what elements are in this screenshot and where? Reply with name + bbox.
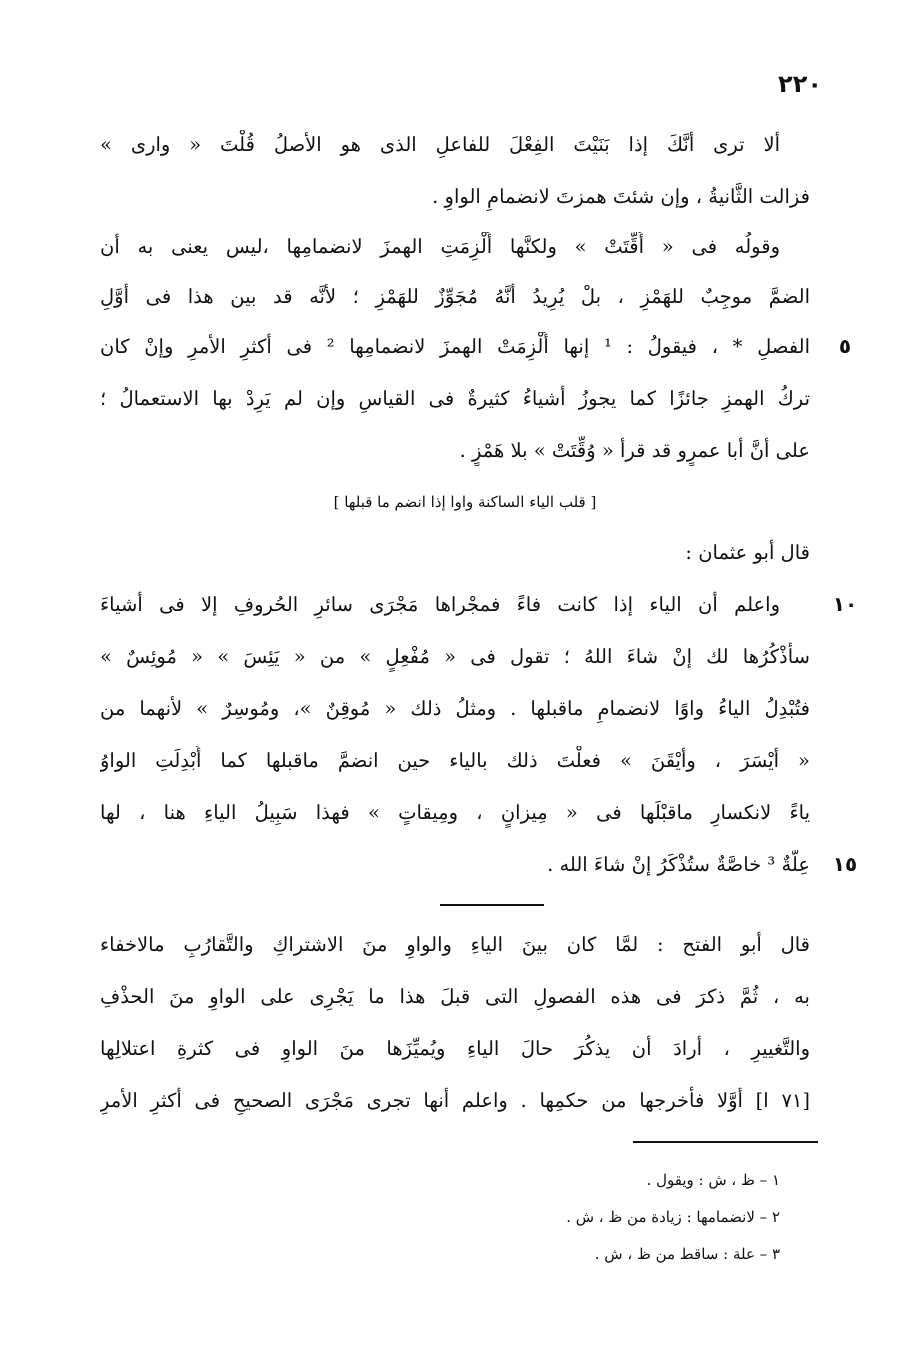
section-heading: [ قلب الياء الساكنة واوا إذا انضم ما قبلها ] (333, 493, 597, 511)
line-number-10: ١٠ (832, 592, 858, 616)
text-line: تركُ الهمزِ جائزًا كما يجوزُ أشياءُ كثيرةٌ فى القياسِ وإن لم يَرِدْ بها الاستعمالُ ؛ (100, 387, 810, 410)
text-line: [٧١ ا] أوَّلا فأخرجها من حكمِها . واعلم أنها تجرى مَجْرَى الصحيحِ فى أكثرِ الأمرِ (100, 1089, 810, 1112)
text-line: « أيْسَرَ ، وأيْقَنَ » فعلْتَ ذلك بالياء حين انضمَّ ماقبلها كما أُبْدِلَتِ الواوُ (100, 749, 810, 772)
section-divider (440, 904, 544, 906)
line-number-5: ٥ (838, 334, 852, 358)
text-line: على أنَّ أبا عمرٍو قد قرأ « وُقِّتَتْ » بلا هَمْزٍ . (459, 439, 810, 462)
text-line: الفصلِ * ، فيقولُ : ¹ إنها أُلْزِمَتْ الهمزَ لانضمامِها ² فى أكثرِ الأمرِ وإنْ كان (100, 335, 810, 358)
page-number: ٢٢٠ (778, 70, 822, 98)
text-line: ياءً لانكسارِ ماقبْلَها فى « مِيزانٍ ، ومِيقاتٍ » فهذا سَبِيلُ الياءِ هنا ، لها (100, 801, 810, 824)
line-number-15: ١٥ (832, 852, 858, 876)
footnote-divider (633, 1141, 818, 1143)
text-line: قال أبو الفتح : لمَّا كان بينَ الياءِ والواوِ منَ الاشتراكِ والتَّقارُبِ مالاخفاء (100, 933, 810, 956)
text-line: والتَّغييرِ ، أرادَ أن يذكُرَ حالَ الياءِ ويُميِّزَها منَ الواوِ فى كثرةِ اعتلالِها (100, 1037, 810, 1060)
text-line: ألا ترى أنَّكَ إذا بَنَيْتَ الفِعْلَ للفاعلِ الذى هو الأصلُ قُلْتَ « وارى » (100, 133, 780, 156)
text-line: سأذْكُرُها لك إنْ شاءَ اللهُ ؛ تقول فى « مُفْعِلٍ » من « يَئِسَ » « مُوئِسٌ » (100, 645, 810, 668)
text-line: واعلم أن الياء إذا كانت فاءً فمجْراها مَجْرَى سائرِ الحُروفِ إلا فى أشياءَ (100, 593, 780, 616)
footnote: ١ – ظ ، ش : ويقول . (646, 1171, 780, 1189)
footnote: ٣ – علة : ساقط من ظ ، ش . (594, 1245, 780, 1263)
text-line: عِلَّةٌ ³ خاصَّةٌ ستُذْكَرُ إنْ شاءَ الله . (547, 853, 810, 876)
text-line: الضمَّ موجِبٌ للهَمْزِ ، بلْ يُرِيدُ أنَّهُ مُجَوِّزٌ للهَمْزِ ؛ لأنَّه قد بين هذا فى أوَّلِ (100, 285, 810, 308)
text-line: فتُبْدِلُ الياءُ واوًا لانضمامِ ماقبلها . ومثلُ ذلك « مُوقِنٌ »، ومُوسِرٌ » لأنهما من (100, 697, 810, 720)
text-line: فزالت الثَّانيةُ ، وإن شئتَ همزتَ لانضمامِ الواوِ . (432, 185, 810, 208)
speaker-line: قال أبو عثمان : (685, 541, 810, 564)
text-line: وقولُه فى « أُقِّتَتْ » ولكنَّها أُلْزِمَتِ الهمزَ لانضمامِها ،ليس يعنى به أن (100, 235, 780, 258)
footnote: ٢ – لانضمامها : زيادة من ظ ، ش . (566, 1208, 780, 1226)
text-line: به ، ثُمَّ ذكرَ فى هذه الفصولِ التى قبلَ هذا ما يَجْرِى على الواوِ منَ الحذْفِ (100, 985, 810, 1008)
